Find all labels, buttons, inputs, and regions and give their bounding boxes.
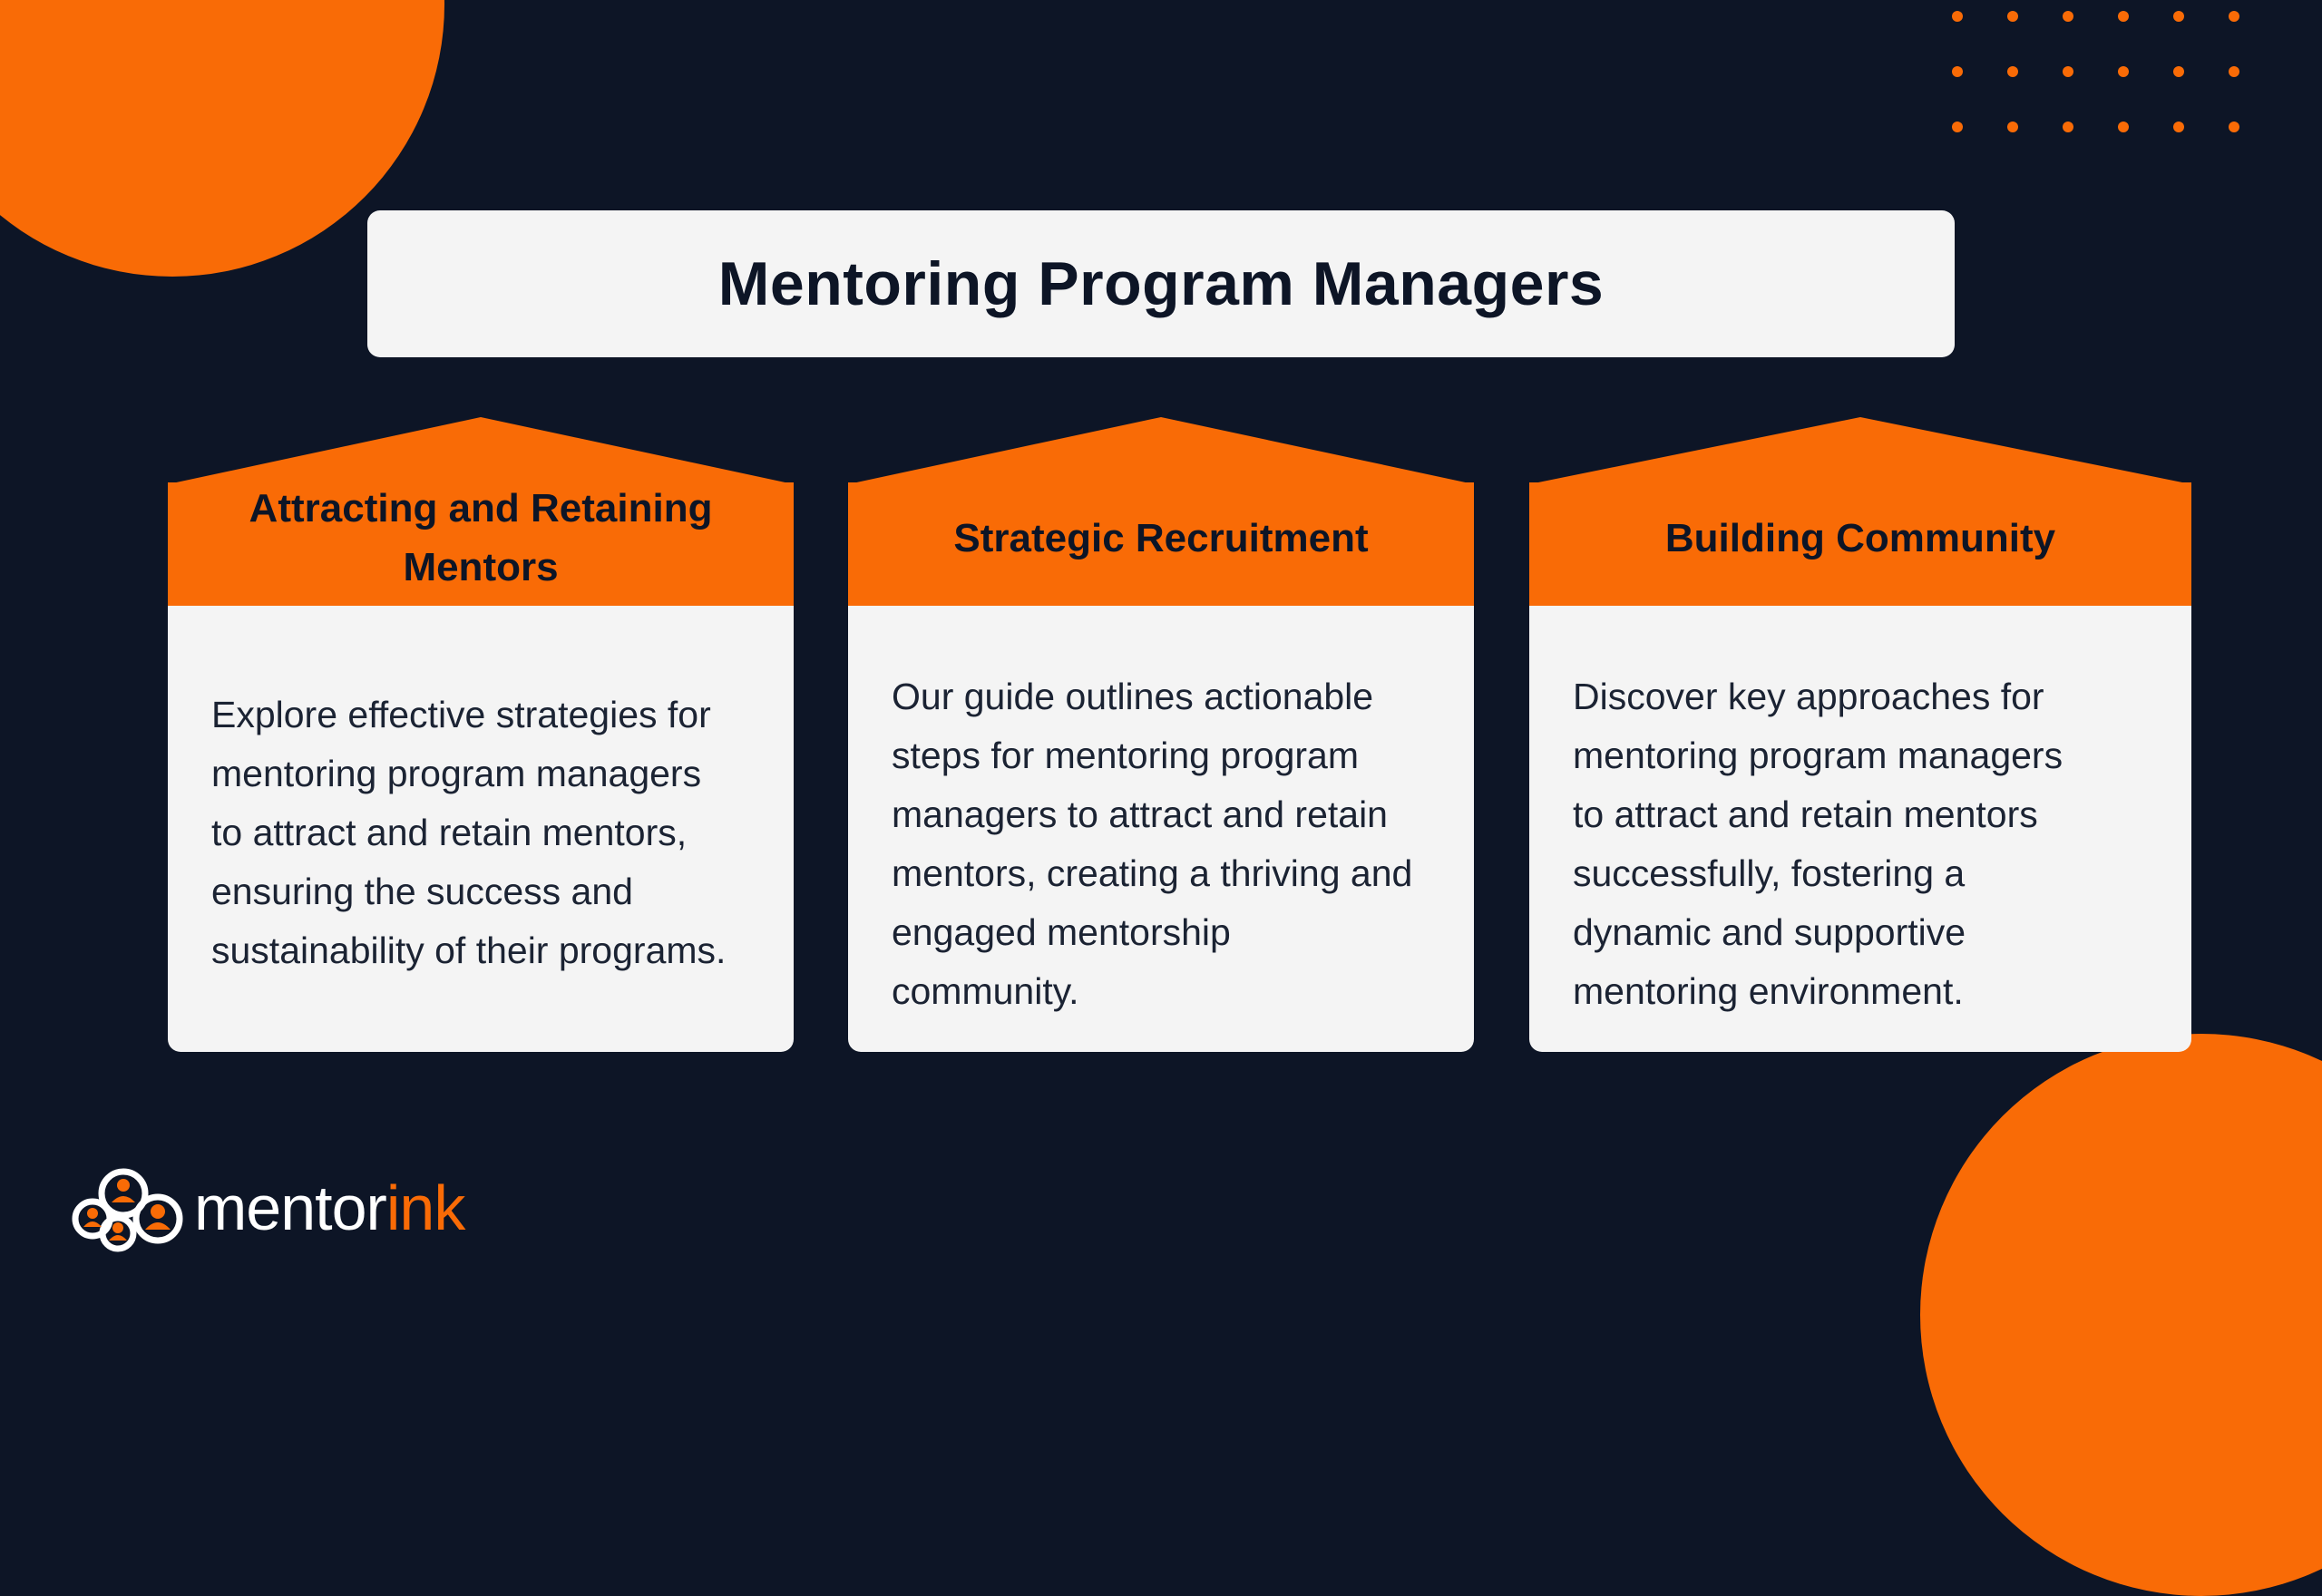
- card-description-line: steps for mentoring program: [892, 735, 1360, 776]
- card-description-line: mentoring environment.: [1573, 970, 1964, 1012]
- card-heading-line: Building Community: [1664, 516, 2056, 560]
- card-heading-line: Mentors: [403, 545, 559, 589]
- card-description-line: mentoring program managers: [211, 753, 702, 794]
- card-roof-shape: [848, 417, 1474, 484]
- card-roof-shape: [1529, 417, 2191, 484]
- card-description-line: community.: [892, 970, 1079, 1012]
- card-description-line: sustainability of their programs.: [211, 929, 727, 971]
- logo-wordmark: [194, 1173, 465, 1243]
- card-description-line: Explore effective strategies for: [211, 694, 711, 735]
- dot: [1952, 66, 1963, 77]
- card-description-line: to attract and retain mentors: [1573, 793, 2038, 835]
- dot: [2173, 66, 2184, 77]
- card-building-community: [1529, 417, 2191, 1052]
- card-roof-shape: [168, 417, 794, 484]
- dot: [1952, 11, 1963, 22]
- dot: [2173, 122, 2184, 132]
- card-description-line: mentoring program managers: [1573, 735, 2063, 776]
- card-description-line: mentors, creating a thriving and: [892, 852, 1413, 894]
- card-attracting-retaining: [168, 417, 794, 1052]
- card-description-line: dynamic and supportive: [1573, 911, 1966, 953]
- card-heading: [848, 482, 1474, 1023]
- card-heading-line: Strategic Recruitment: [953, 516, 1369, 560]
- dot: [2007, 11, 2018, 22]
- dot: [2007, 66, 2018, 77]
- card-description-line: Our guide outlines actionable: [892, 676, 1374, 717]
- dot: [2118, 122, 2129, 132]
- card-description-line: ensuring the success and: [211, 871, 633, 912]
- card-description-line: managers to attract and retain: [892, 793, 1388, 835]
- card-heading-text: [884, 509, 1438, 568]
- card-heading-text: [1566, 509, 2155, 568]
- card-description-line: successfully, fostering a: [1573, 852, 1966, 894]
- dot: [1952, 122, 1963, 132]
- card-heading-text: [204, 479, 757, 597]
- dot: [2063, 11, 2073, 22]
- decorative-circle-bottom-right: [1920, 1034, 2322, 1596]
- card-heading: [1529, 482, 2191, 1023]
- logo-word-mentor: mentor: [194, 1173, 386, 1243]
- dot: [2063, 122, 2073, 132]
- dot: [2063, 66, 2073, 77]
- dot: [2229, 122, 2239, 132]
- dot: [2173, 11, 2184, 22]
- card-description-line: Discover key approaches for: [1573, 676, 2044, 717]
- dot: [2007, 122, 2018, 132]
- dot: [2118, 11, 2129, 22]
- card-description-line: to attract and retain mentors,: [211, 812, 688, 853]
- card-heading-line: Attracting and Retaining: [249, 486, 713, 530]
- page-title: Mentoring Program Managers: [717, 249, 1605, 318]
- dot: [2229, 11, 2239, 22]
- card-description-line: engaged mentorship: [892, 911, 1231, 953]
- dot: [2229, 66, 2239, 77]
- title-banner: [367, 210, 1955, 357]
- card-strategic-recruitment: [848, 417, 1474, 1052]
- dot: [2118, 66, 2129, 77]
- people-network-icon: [71, 1163, 190, 1253]
- card-heading: [168, 482, 794, 1023]
- decorative-dot-grid: [1952, 11, 2297, 138]
- mentorink-logo: [71, 1163, 464, 1253]
- logo-word-ink: ink: [385, 1173, 465, 1243]
